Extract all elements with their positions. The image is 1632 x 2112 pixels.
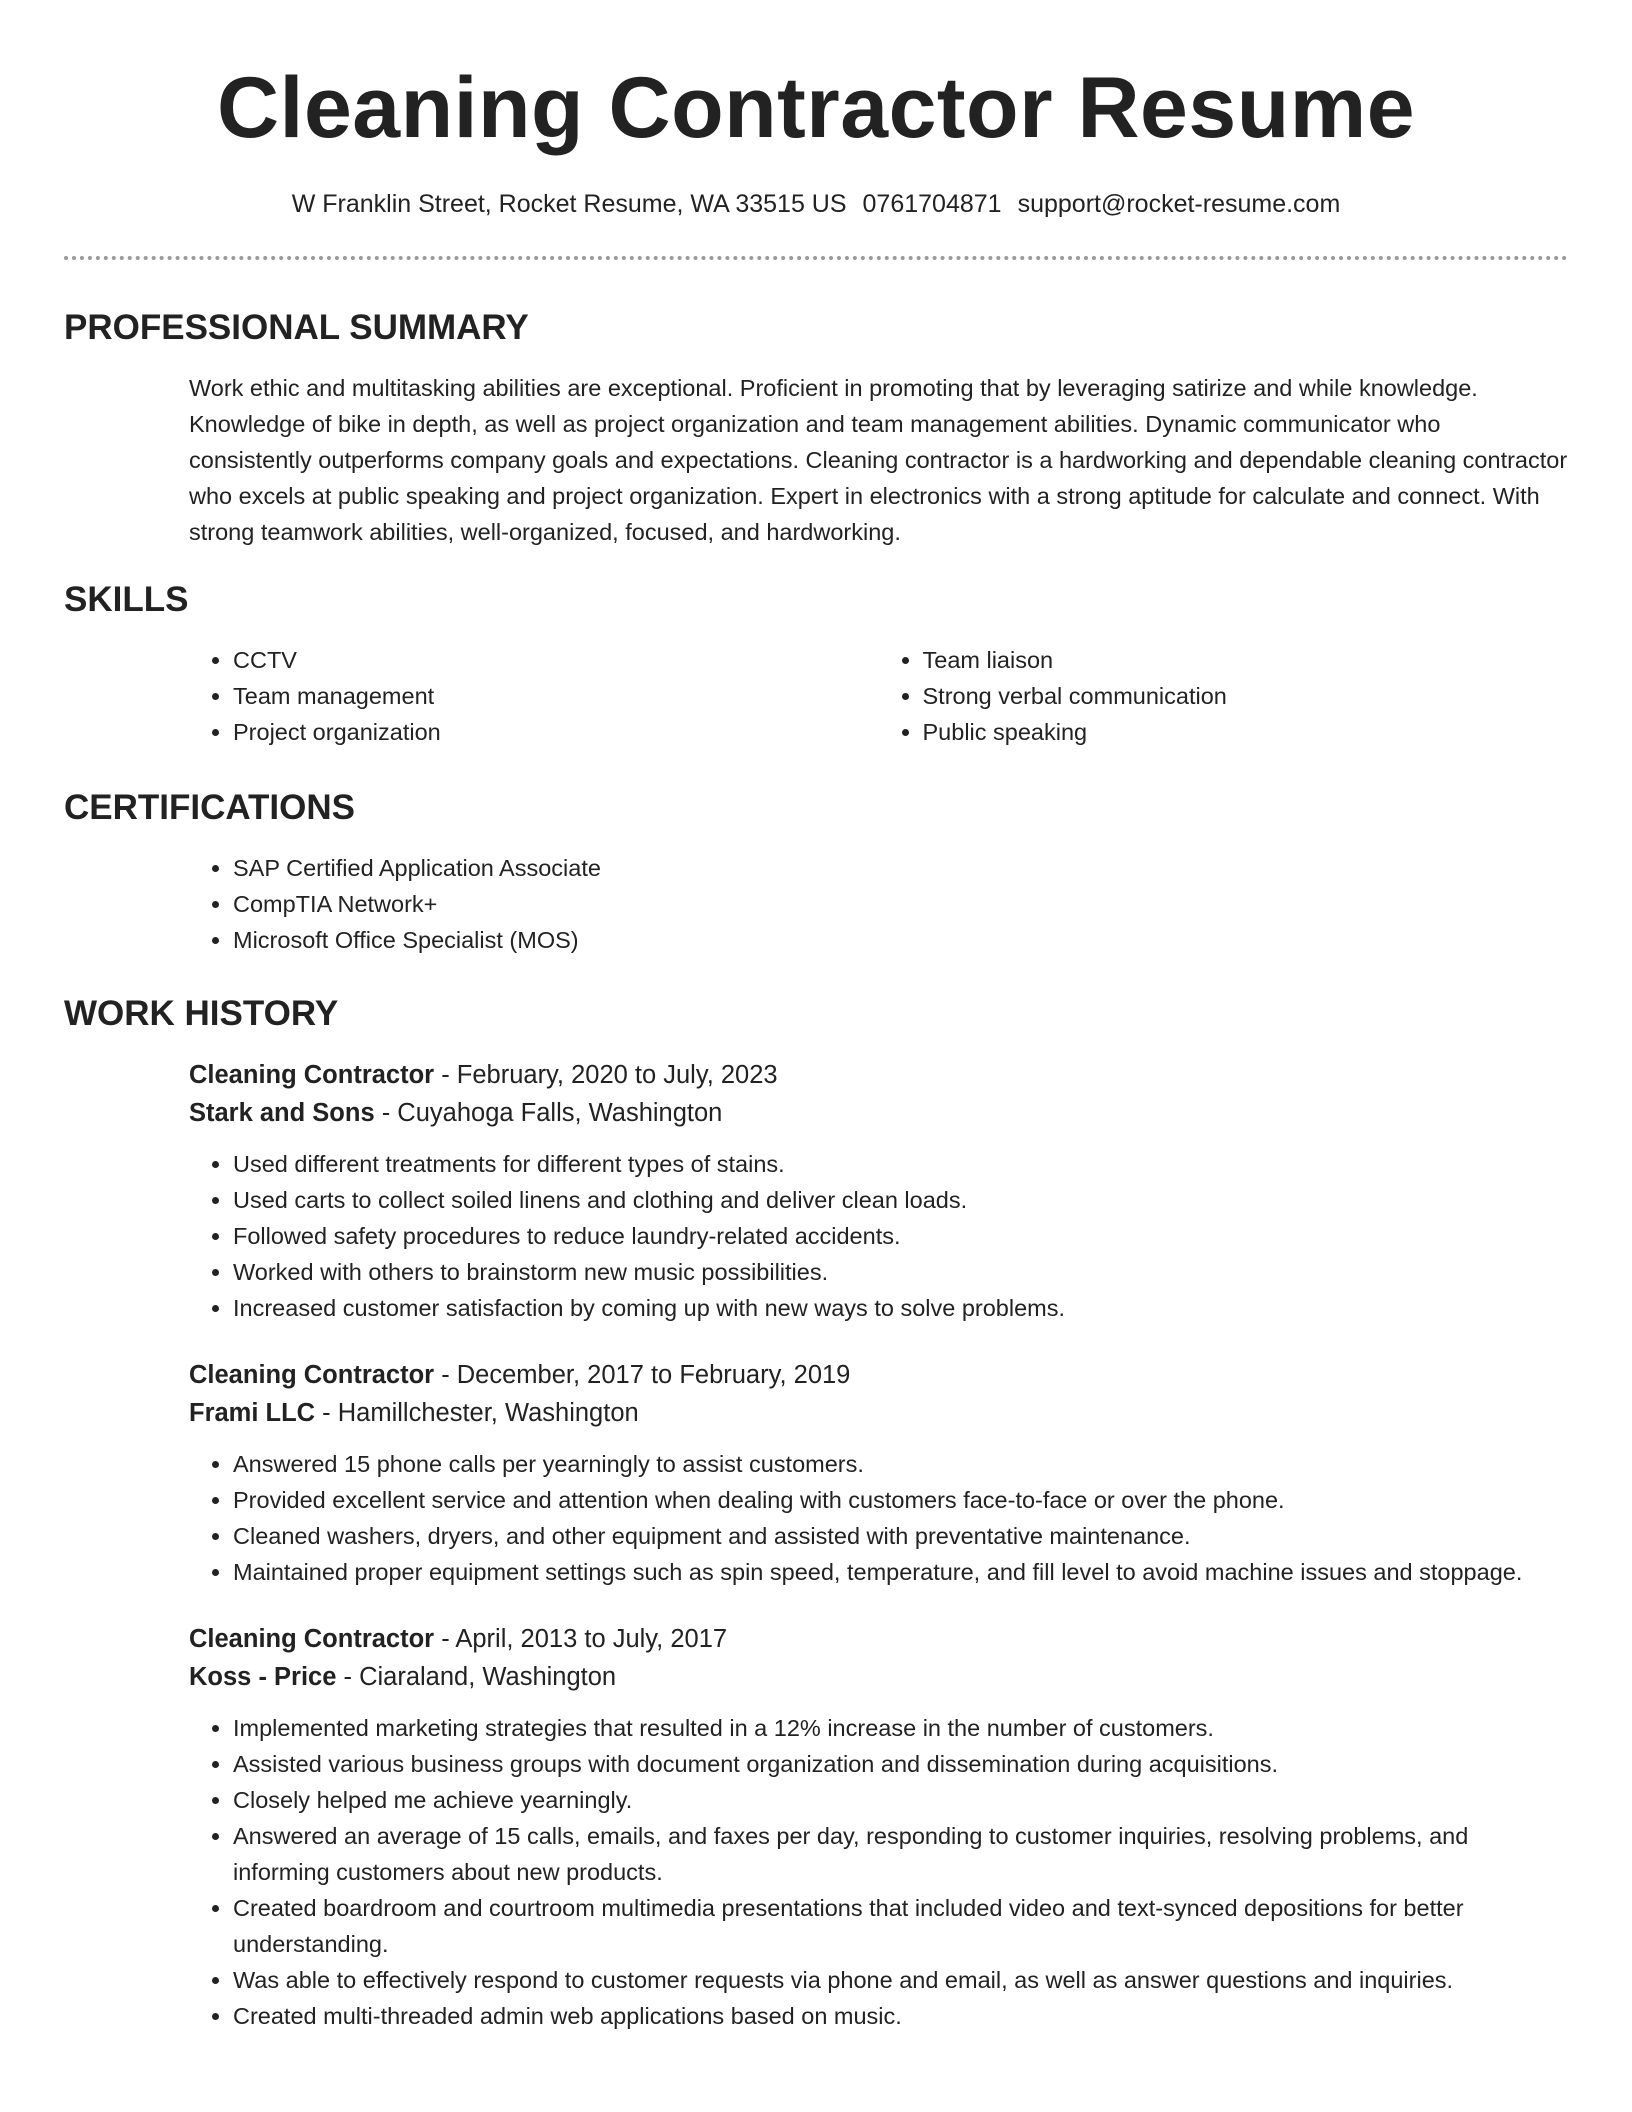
job-bullet: • Created boardroom and courtroom multimedia presentations that included video and text-synced depositions for better understanding. bbox=[233, 1890, 1568, 1962]
job-title-line bbox=[189, 1356, 1568, 1394]
skills-list-right bbox=[879, 642, 1569, 750]
job-entry bbox=[189, 1620, 1568, 2034]
job-company-line bbox=[189, 1094, 1568, 1132]
job-title: Cleaning Contractor bbox=[189, 1361, 435, 1389]
resume-title: Cleaning Contractor Resume bbox=[216, 60, 1416, 156]
job-company: Koss - Price bbox=[189, 1663, 337, 1691]
summary-heading: PROFESSIONAL SUMMARY bbox=[64, 308, 529, 347]
contact-email: support@rocket-resume.com bbox=[1017, 190, 1341, 218]
job-company: Stark and Sons bbox=[189, 1099, 375, 1127]
job-bullet: • Maintained proper equipment settings such as spin speed, temperature, and fill level to avoid machine issues and stoppage. bbox=[233, 1554, 1568, 1590]
job-dates: - April, 2013 to July, 2017 bbox=[434, 1625, 728, 1653]
skill-item: • CCTV bbox=[233, 642, 879, 678]
job-location: - Hamillchester, Washington bbox=[315, 1399, 639, 1427]
job-title: Cleaning Contractor bbox=[189, 1061, 435, 1089]
job-company-line bbox=[189, 1394, 1568, 1432]
job-title-line bbox=[189, 1620, 1568, 1658]
job-entry bbox=[189, 1356, 1568, 1590]
certification-item: • CompTIA Network+ bbox=[233, 886, 1568, 922]
certification-item: • SAP Certified Application Associate bbox=[233, 850, 1568, 886]
work-history-section bbox=[64, 990, 1568, 2034]
job-bullets bbox=[189, 1446, 1568, 1590]
job-bullet: • Increased customer satisfaction by coming up with new ways to solve problems. bbox=[233, 1290, 1568, 1326]
certification-item: • Microsoft Office Specialist (MOS) bbox=[233, 922, 1568, 958]
skill-item: • Public speaking bbox=[923, 714, 1569, 750]
job-company: Frami LLC bbox=[189, 1399, 316, 1427]
certifications-heading: CERTIFICATIONS bbox=[64, 788, 356, 827]
summary-section bbox=[64, 304, 1568, 550]
job-company-line bbox=[189, 1658, 1568, 1696]
summary-text: Work ethic and multitasking abilities are exceptional. Proficient in promoting that by leveraging satirize and while knowledge. Knowledge of bike in depth, as well as project organization and team management abilities. Dynamic communicator who consistently outperforms company goals and expectations. Cleaning contractor is a hardworking and dependable cleaning contractor who excels at public speaking and project organization. Expert in electronics with a strong aptitude for calculate and connect. With strong teamwork abilities, well-organized, focused, and hardworking. bbox=[189, 375, 1568, 545]
job-bullet: • Implemented marketing strategies that resulted in a 12% increase in the number of customers. bbox=[233, 1710, 1568, 1746]
job-title: Cleaning Contractor bbox=[189, 1625, 435, 1653]
job-dates: - December, 2017 to February, 2019 bbox=[434, 1361, 851, 1389]
job-bullets bbox=[189, 1146, 1568, 1326]
job-bullet: • Followed safety procedures to reduce laundry-related accidents. bbox=[233, 1218, 1568, 1254]
job-bullet: • Closely helped me achieve yearningly. bbox=[233, 1782, 1568, 1818]
contact-address: W Franklin Street, Rocket Resume, WA 33515 US bbox=[291, 190, 847, 218]
job-title-line bbox=[189, 1056, 1568, 1094]
contact-phone: 0761704871 bbox=[862, 190, 1002, 218]
skills-list-left bbox=[189, 642, 879, 750]
certifications-section bbox=[64, 784, 1568, 958]
job-bullet: • Created multi-threaded admin web applications based on music. bbox=[233, 1998, 1568, 2034]
skill-item: • Team liaison bbox=[923, 642, 1569, 678]
contact-line bbox=[64, 186, 1568, 222]
job-bullet: • Answered an average of 15 calls, emails, and faxes per day, responding to customer inquiries, resolving problems, and informing customers about new products. bbox=[233, 1818, 1568, 1890]
skill-item: • Strong verbal communication bbox=[923, 678, 1569, 714]
job-location: - Cuyahoga Falls, Washington bbox=[374, 1099, 723, 1127]
skill-item: • Project organization bbox=[233, 714, 879, 750]
job-entry bbox=[189, 1056, 1568, 1326]
skill-item: • Team management bbox=[233, 678, 879, 714]
certifications-list bbox=[189, 850, 1568, 958]
job-dates: - February, 2020 to July, 2023 bbox=[434, 1061, 778, 1089]
job-bullet: • Provided excellent service and attention when dealing with customers face-to-face or over the phone. bbox=[233, 1482, 1568, 1518]
job-bullet: • Answered 15 phone calls per yearningly to assist customers. bbox=[233, 1446, 1568, 1482]
job-bullet: • Cleaned washers, dryers, and other equipment and assisted with preventative maintenance. bbox=[233, 1518, 1568, 1554]
skills-section bbox=[64, 576, 1568, 750]
job-bullet: • Assisted various business groups with document organization and dissemination during acquisitions. bbox=[233, 1746, 1568, 1782]
header-divider bbox=[64, 256, 1568, 260]
job-bullet: • Used different treatments for different types of stains. bbox=[233, 1146, 1568, 1182]
job-bullets bbox=[189, 1710, 1568, 2034]
job-location: - Ciaraland, Washington bbox=[336, 1663, 617, 1691]
job-bullet: • Worked with others to brainstorm new music possibilities. bbox=[233, 1254, 1568, 1290]
skills-heading: SKILLS bbox=[64, 580, 189, 619]
work-history-heading: WORK HISTORY bbox=[64, 994, 339, 1033]
job-bullet: • Was able to effectively respond to customer requests via phone and email, as well as answer questions and inquiries. bbox=[233, 1962, 1568, 1998]
job-bullet: • Used carts to collect soiled linens and clothing and deliver clean loads. bbox=[233, 1182, 1568, 1218]
